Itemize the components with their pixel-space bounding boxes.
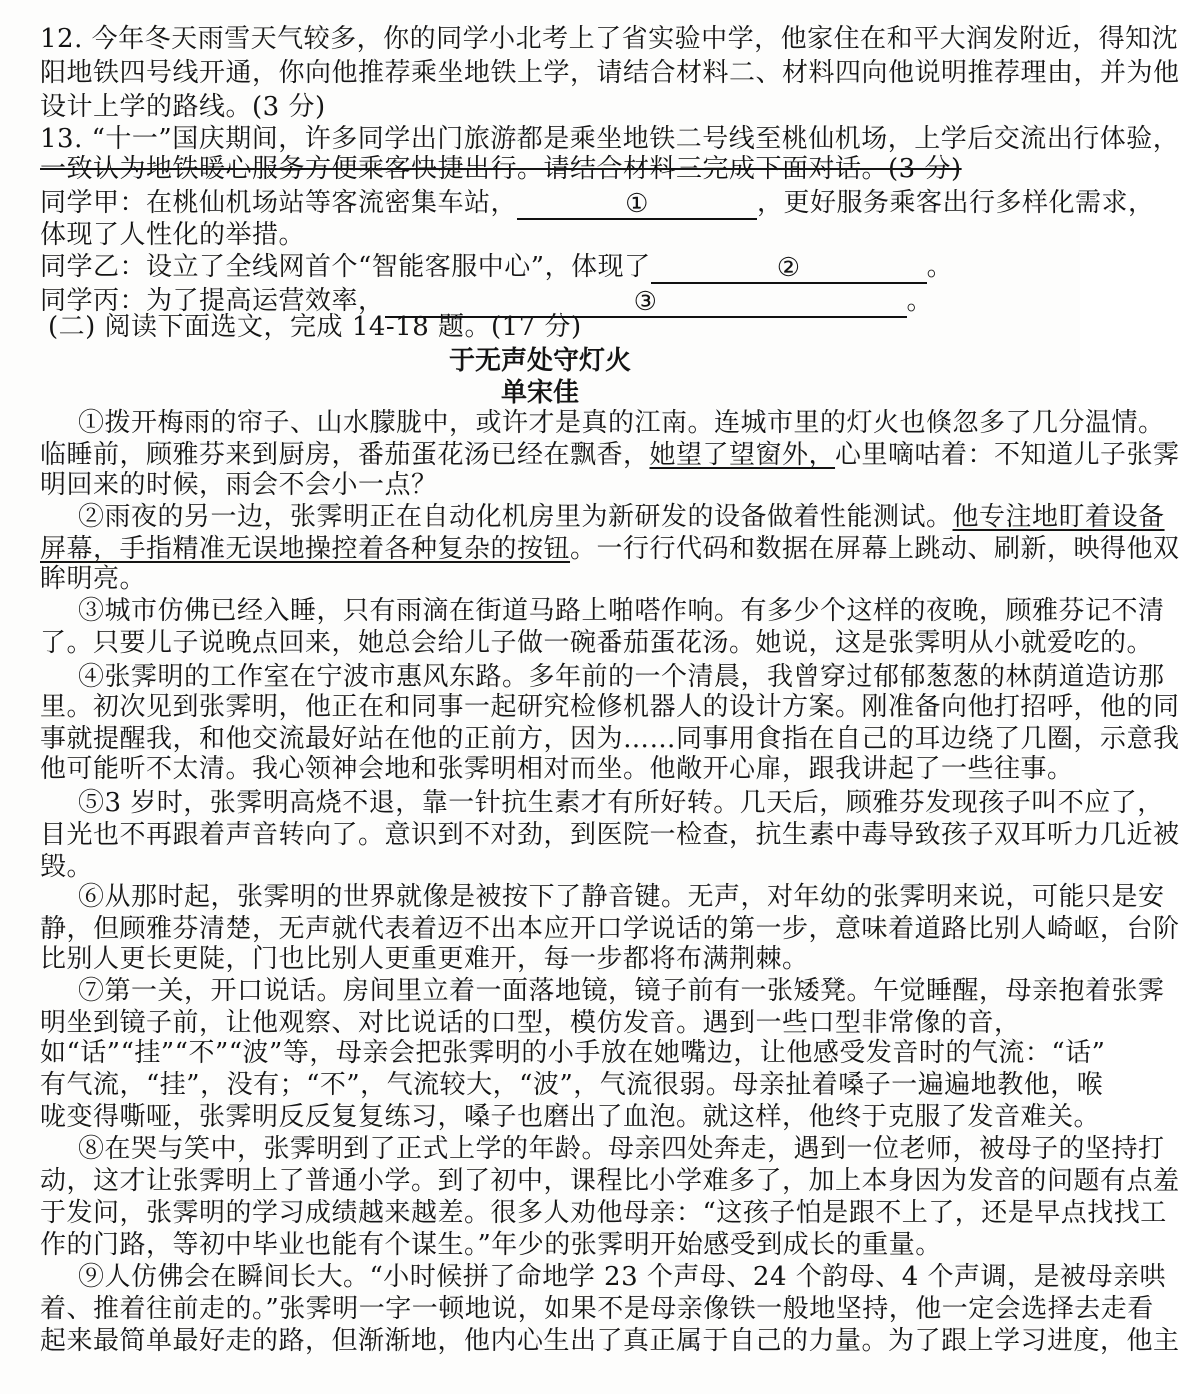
p9-line-3: 起来最简单最好走的路，但渐渐地，他内心生出了真正属于自己的力量。为了跟上学习进度，他主	[40, 1326, 1180, 1356]
q13-student-b	[40, 250, 1042, 284]
p8-line-4: 作的门路，等初中毕业也能有个谋生。”年少的张霁明开始感受到成长的重量。	[40, 1230, 942, 1260]
p2-line-1a: ②雨夜的另一边，张霁明正在自动化机房里为新研发的设备做着性能测试。	[78, 502, 953, 532]
p2-underlined-2: 屏幕，手指精准无误地操控着各种复杂的按钮	[40, 534, 571, 564]
p2-underlined-1: 他专注地盯着设备	[952, 502, 1165, 532]
p4-line-2: 里。初次见到张霁明，他正在和同事一起研究检修机器人的设计方案。刚准备向他打招呼，他的同	[40, 692, 1180, 722]
p7-line-1: ⑦第一关，开口说话。房间里立着一面落地镜，镜子前有一张矮凳。午觉睡醒，母亲抱着张霁	[78, 976, 1165, 1006]
q13-student-a	[40, 186, 1155, 220]
p2-line-2	[40, 532, 1180, 566]
p2-line-2b: 。一行行代码和数据在屏幕上跳动、刷新，映得他双	[570, 534, 1180, 564]
p3-line-2: 了。只要儿子说晚点回来，她总会给儿子做一碗番茄蛋花汤。她说，这是张霁明从小就爱吃的。	[40, 628, 1154, 658]
p7-line-3: 如“话”“挂”“不”“波”等，母亲会把张霁明的小手放在她嘴边，让他感受发音时的气流：“话”	[40, 1038, 1106, 1068]
article-author: 单宋佳	[500, 378, 579, 408]
p5-line-1: ⑤3 岁时，张霁明高烧不退，靠一针抗生素才有所好转。几天后，顾雅芬发现孩子叫不应了，	[78, 788, 1164, 818]
q12-line-3: 设计上学的路线。(3 分)	[40, 92, 326, 122]
q12-line-1: 12. 今年冬天雨雪天气较多，你的同学小北考上了省实验中学，他家住在和平大润发附近，得知沈	[40, 24, 1179, 54]
answer-blank-2[interactable]: ②	[651, 254, 927, 284]
p1-underlined-phrase: 她望了望窗外，	[649, 440, 836, 470]
answer-blank-1[interactable]: ①	[517, 190, 757, 220]
p4-line-4: 他可能听不太清。我心领神会地和张霁明相对而坐。他敞开心扉，跟我讲起了一些往事。	[40, 754, 1074, 784]
p7-line-4: 有气流，“挂”，没有；“不”，气流较大，“波”，气流很弱。母亲扯着嗓子一遍遍地教他，喉	[40, 1070, 1104, 1100]
q13-b-prefix: 同学乙：设立了全线网首个“智能客服中心”，体现了	[40, 252, 651, 282]
p8-line-2: 动，这才让张霁明上了普通小学。到了初中，课程比小学难多了，加上本身因为发音的问题有点羞	[40, 1166, 1180, 1196]
p9-line-1: ⑨人仿佛会在瞬间长大。“小时候拼了命地学 23 个声母、24 个韵母、4 个声调，是被母亲哄	[78, 1262, 1167, 1292]
p4-line-1: ④张霁明的工作室在宁波市惠风东路。多年前的一个清晨，我曾穿过郁郁葱葱的林荫道造访那	[78, 662, 1165, 692]
q13-line-1: 13. “十一”国庆期间，许多同学出门旅游都是乘坐地铁二号线至桃仙机场，上学后交流出行体验，	[40, 124, 1180, 154]
p9-line-2: 着、推着往前走的。”张霁明一字一顿地说，如果不是母亲像铁一般地坚持，他一定会选择去走看	[40, 1294, 1154, 1324]
article-title: 于无声处守灯火	[448, 346, 631, 376]
p6-line-3: 比别人更长更陡，门也比别人更重更难开，每一步都将布满荆棘。	[40, 944, 809, 974]
p7-line-2: 明坐到镜子前，让他观察、对比说话的口型，模仿发音。遇到一些口型非常像的音，	[40, 1008, 1021, 1038]
q13-a-suffix: ，更好服务乘客出行多样化需求，	[757, 188, 1155, 218]
q13-b-suffix: 。	[926, 252, 954, 282]
p1-line-2c: 心里嘀咕着：不知道儿子张霁	[835, 440, 1180, 470]
section-header: (二) 阅读下面选文，完成 14-18 题。(17 分)	[48, 312, 582, 342]
q13-a-prefix: 同学甲：在桃仙机场站等客流密集车站，	[40, 188, 518, 218]
p8-line-1: ⑧在哭与笑中，张霁明到了正式上学的年龄。母亲四处奔走，遇到一位老师，被母子的坚持打	[78, 1134, 1165, 1164]
p1-line-1: ①拨开梅雨的帘子、山水朦胧中，或许才是真的江南。连城市里的灯火也倏忽多了几分温情。	[78, 408, 1165, 438]
q13-c-suffix: 。	[906, 286, 934, 316]
p3-line-1: ③城市仿佛已经入睡，只有雨滴在街道马路上啪嗒作响。有多少个这样的夜晚，顾雅芬记不清	[78, 596, 1165, 626]
p1-line-2a: 临睡前，顾雅芬来到厨房，番茄蛋花汤已经在飘香，	[40, 440, 650, 470]
p7-line-5: 咙变得嘶哑，张霁明反反复复练习，嗓子也磨出了血泡。就这样，他终于克服了发音难关。	[40, 1102, 1101, 1132]
p2-line-1	[78, 500, 1165, 534]
q13-student-a-line-2: 体现了人性化的举措。	[40, 220, 306, 250]
p6-line-1: ⑥从那时起，张霁明的世界就像是被按下了静音键。无声，对年幼的张霁明来说，可能只是安	[78, 882, 1165, 912]
p1-line-3: 明回来的时候，雨会不会小一点？	[40, 470, 438, 500]
p5-line-3: 毁。	[40, 852, 94, 882]
p1-line-2	[40, 438, 1180, 472]
q13-line-2	[40, 152, 1042, 186]
p5-line-2: 目光也不再跟着声音转向了。意识到不对劲，到医院一检查，抗生素中毒导致孩子双耳听力几近被	[40, 820, 1180, 850]
q13-c-prefix: 同学丙：为了提高运营效率，	[40, 286, 385, 316]
p4-line-3: 事就提醒我，和他交流最好站在他的正前方，因为……同事用食指在自己的耳边绕了几圈，示意我	[40, 724, 1180, 754]
q13-line-2-text: 一致认为地铁暖心服务方便乘客快捷出行。请结合材料三完成下面对话。(3 分)	[40, 154, 962, 184]
p8-line-3: 于发问，张霁明的学习成绩越来越差。很多人劝他母亲：“这孩子怕是跟不上了，还是早点找找工	[40, 1198, 1167, 1228]
answer-blank-3[interactable]: ③	[385, 288, 907, 318]
p6-line-2: 静，但顾雅芬清楚，无声就代表着迈不出本应开口学说话的第一步，意味着道路比别人崎岖，台阶	[40, 914, 1180, 944]
q12-line-2: 阳地铁四号线开通，你向他推荐乘坐地铁上学，请结合材料二、材料四向他说明推荐理由，并为他	[40, 58, 1180, 88]
p2-line-3: 眸明亮。	[40, 564, 147, 594]
